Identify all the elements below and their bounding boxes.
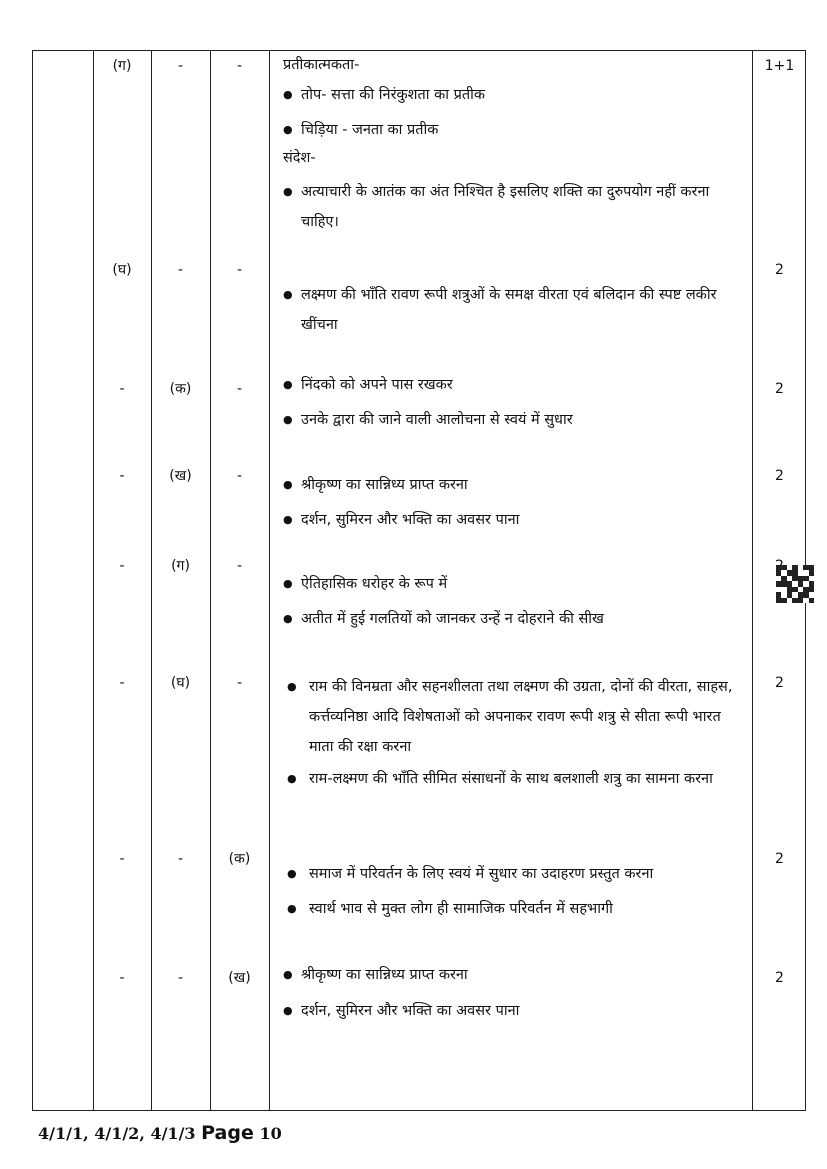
qno-col3: - bbox=[236, 58, 243, 74]
qno-col3: (ख) bbox=[228, 970, 251, 986]
qno-col2: (क) bbox=[169, 381, 192, 397]
answer-point: ● दर्शन, सुमिरन और भक्ति का अवसर पाना bbox=[283, 996, 743, 1026]
page-label: Page bbox=[201, 1122, 254, 1144]
qno-col2: (ग) bbox=[171, 558, 190, 574]
answer-heading: प्रतीकात्मकता- bbox=[283, 57, 360, 73]
qno-col3: - bbox=[236, 381, 243, 397]
answer-point: ● तोप- सत्ता की निरंकुशता का प्रतीक bbox=[283, 80, 743, 110]
qno-col1: - bbox=[119, 558, 125, 574]
qno-col2: - bbox=[177, 970, 184, 986]
paper-codes: 4/1/1, 4/1/2, 4/1/3 bbox=[38, 1124, 196, 1143]
answer-table bbox=[32, 50, 806, 1111]
marks: 2 bbox=[775, 970, 784, 986]
answer-point: ● श्रीकृष्ण का सान्निध्य प्राप्त करना bbox=[283, 960, 743, 990]
qno-col1: - bbox=[119, 381, 125, 397]
answer-point: ● उनके द्वारा की जाने वाली आलोचना से स्वयं में सुधार bbox=[283, 405, 743, 435]
column-divider bbox=[752, 51, 753, 1110]
answer-cell bbox=[283, 52, 743, 237]
answer-cell bbox=[283, 859, 743, 924]
qno-col2: (घ) bbox=[170, 675, 191, 691]
answer-cell bbox=[283, 470, 743, 535]
column-divider bbox=[151, 51, 152, 1110]
qno-col1: - bbox=[119, 970, 125, 986]
marks: 1+1 bbox=[764, 58, 795, 74]
answer-point: ● चिड़िया - जनता का प्रतीक bbox=[283, 115, 743, 145]
page-footer bbox=[38, 1122, 282, 1144]
answer-point: ● राम-लक्ष्मण की भाँति सीमित संसाधनों के साथ बलशाली शत्रु का सामना करना bbox=[283, 764, 743, 794]
answer-point: ● निंदको को अपने पास रखकर bbox=[283, 370, 743, 400]
answer-cell bbox=[283, 960, 743, 1026]
answer-cell bbox=[283, 370, 743, 435]
answer-point: ● अत्याचारी के आतंक का अंत निश्चित है इसलिए शक्ति का दुरुपयोग नहीं करना चाहिए। bbox=[283, 177, 743, 237]
qno-col2: - bbox=[177, 58, 184, 74]
marks: 2 bbox=[775, 468, 784, 484]
answer-heading: संदेश- bbox=[283, 150, 316, 166]
answer-point: ● अतीत में हुई गलतियों को जानकर उन्हें न दोहराने की सीख bbox=[283, 604, 743, 634]
column-divider bbox=[269, 51, 270, 1110]
qno-col1: - bbox=[119, 468, 125, 484]
answer-point: ● लक्ष्मण की भाँति रावण रूपी शत्रुओं के समक्ष वीरता एवं बलिदान की स्पष्ट लकीर खींचना bbox=[283, 280, 743, 340]
answer-cell bbox=[283, 280, 743, 340]
column-divider bbox=[93, 51, 94, 1110]
answer-cell bbox=[283, 569, 743, 634]
marks: 2 bbox=[775, 851, 784, 867]
marks: 2 bbox=[775, 262, 784, 278]
qno-col3: - bbox=[236, 675, 243, 691]
qno-col3: - bbox=[236, 558, 243, 574]
qno-col2: (ख) bbox=[169, 468, 192, 484]
answer-point: ● श्रीकृष्ण का सान्निध्य प्राप्त करना bbox=[283, 470, 743, 500]
qno-col3: (क) bbox=[228, 851, 251, 867]
answer-cell bbox=[283, 672, 743, 794]
qno-col2: - bbox=[177, 262, 184, 278]
answer-point: ● स्वार्थ भाव से मुक्त लोग ही सामाजिक परिवर्तन में सहभागी bbox=[283, 894, 743, 924]
qr-code-icon bbox=[776, 565, 814, 603]
qno-col2: - bbox=[177, 851, 184, 867]
column-divider bbox=[210, 51, 211, 1110]
qno-col1: - bbox=[119, 851, 125, 867]
qno-col3: - bbox=[236, 468, 243, 484]
answer-point: ● समाज में परिवर्तन के लिए स्वयं में सुधार का उदाहरण प्रस्तुत करना bbox=[283, 859, 743, 889]
answer-point: ● राम की विनम्रता और सहनशीलता तथा लक्ष्मण की उग्रता, दोनों की वीरता, साहस, कर्त्तव्यनिष्ठा आदि विशेषताओं को अपनाकर रावण रूपी शत्रु से सीता रूपी भारत माता की रक्षा करना bbox=[283, 672, 743, 762]
page-number: 10 bbox=[259, 1124, 282, 1143]
answer-point: ● ऐतिहासिक धरोहर के रूप में bbox=[283, 569, 743, 599]
marks: 2 bbox=[775, 381, 784, 397]
answer-point: ● दर्शन, सुमिरन और भक्ति का अवसर पाना bbox=[283, 505, 743, 535]
qno-col1: - bbox=[119, 675, 125, 691]
qno-col1: (घ) bbox=[112, 262, 132, 278]
marks: 2 bbox=[775, 675, 784, 691]
qno-col1: (ग) bbox=[112, 58, 132, 74]
qno-col3: - bbox=[236, 262, 243, 278]
